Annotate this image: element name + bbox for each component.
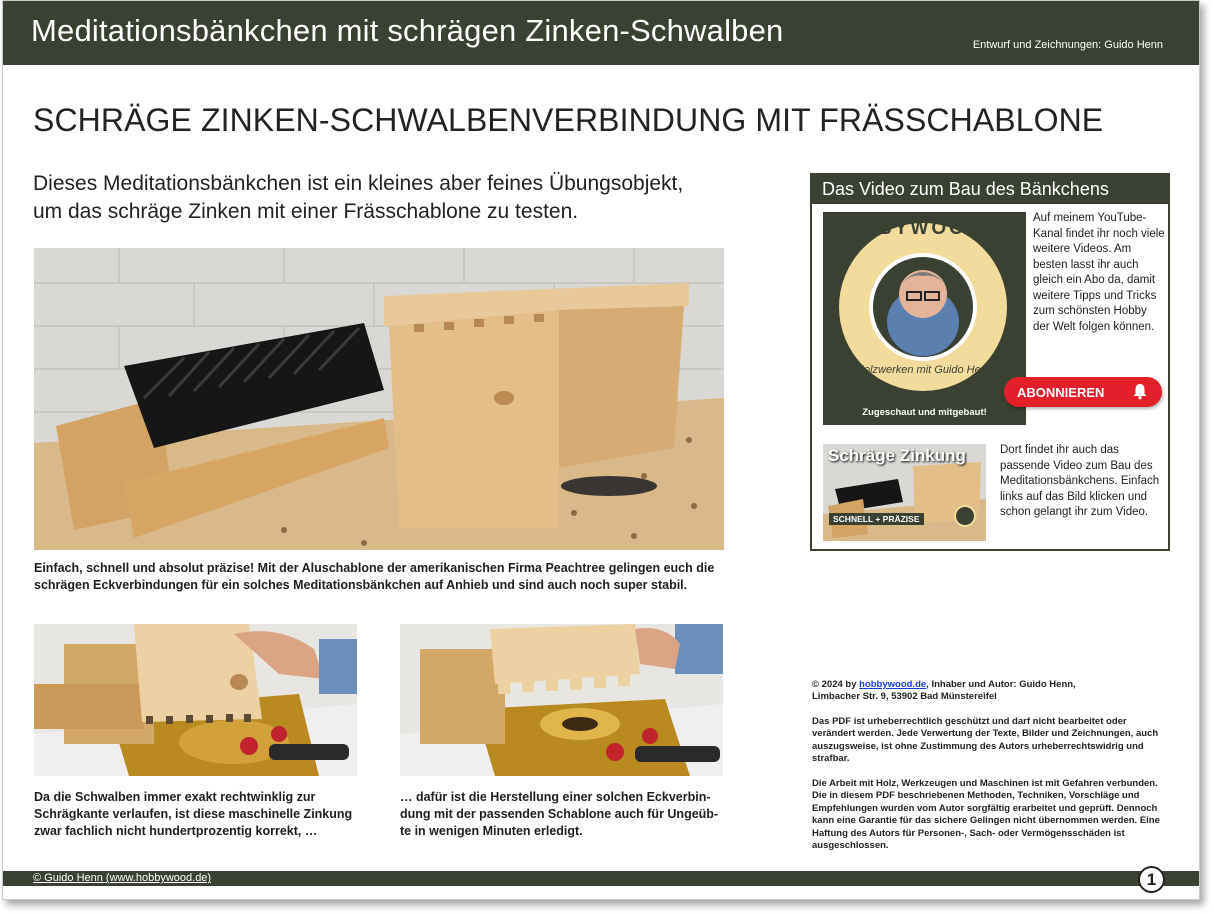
header-credit: Entwurf und Zeichnungen: Guido Henn bbox=[972, 39, 1163, 51]
caption-line: te in wenigen Minuten erledigt. bbox=[400, 824, 583, 838]
caption-line: zwar fachlich nicht hundertprozentig korrekt, … bbox=[34, 824, 318, 838]
caption-line: Da die Schwalben immer exakt rechtwinklig zur bbox=[34, 790, 316, 804]
intro-text bbox=[33, 170, 733, 226]
subscribe-button[interactable] bbox=[1004, 377, 1162, 407]
liability-disclaimer: Die Arbeit mit Holz, Werkzeugen und Maschinen ist mit Gefahren verbunden. Die in diesem PDF beschriebenen Methoden, Techniken, Vorschläge und Empfehlungen wurden vom Autor sorgfältig erarbeitet und geprüft. Dennoch kann eine Garantie für das sichere Gelingen nicht übernommen werden. Eine Haftung des Autors für Personen-, Sach- oder Vermögensschäden ist ausgeschlossen. bbox=[812, 778, 1160, 852]
footer-copyright-link[interactable]: © Guido Henn (www.hobbywood.de) bbox=[33, 872, 212, 884]
channel-tagline: Holzwerken mit Guido Henn bbox=[856, 364, 993, 376]
channel-logo-link[interactable] bbox=[823, 212, 1026, 425]
main-photo-caption bbox=[34, 560, 734, 594]
caption-line: … dafür ist die Herstellung einer solchen Eckverbin- bbox=[400, 790, 711, 804]
document-page bbox=[2, 0, 1200, 900]
page-number: 1 bbox=[1138, 866, 1165, 893]
video-description: Auf meinem YouTube-Kanal findet ihr noch viele weitere Videos. Am besten lasst ihr auch gleich ein Abo da, damit weitere Tipps und Tricks zum schönsten Hobby der Welt folgen können. bbox=[1033, 212, 1165, 333]
bell-icon bbox=[1131, 382, 1149, 400]
channel-logo bbox=[823, 212, 1026, 425]
hobbywood-link[interactable]: hobbywood.de bbox=[859, 679, 927, 690]
copyright-block bbox=[812, 679, 1162, 704]
thumbnail-title: Schräge Zinkung bbox=[828, 446, 966, 465]
copyright-notice: Das PDF ist urheberrechtlich geschützt und darf nicht bearbeitet oder verändert werden. Jede Verwertung der Texte, Bilder und Zeichnungen, auch auszugsweise, ist ohne Zustimmung des Autors urheberrechtswidrig und strafbar. bbox=[812, 716, 1159, 765]
video-box-title: Das Video zum Bau des Bänkchens bbox=[812, 175, 1168, 204]
header-bar bbox=[3, 1, 1199, 65]
caption-line: Schrägkante verlaufen, ist diese maschinelle Zinkung bbox=[34, 807, 353, 821]
channel-name: HOBBYWOOD.TV bbox=[826, 218, 1023, 239]
copyright-prefix: © 2024 by bbox=[812, 679, 860, 690]
caption-line: schrägen Eckverbindungen für ein solches Meditationsbänkchen auf Anhieb und sind auch noch super stabil. bbox=[34, 578, 688, 592]
document-title: Meditationsbänkchen mit schrägen Zinken-Schwalben bbox=[31, 13, 784, 48]
photo-routing-right bbox=[400, 624, 723, 776]
address-line: Limbacher Str. 9, 53902 Bad Münstereifel bbox=[812, 691, 997, 703]
caption-right bbox=[400, 789, 730, 840]
intro-line: um das schräge Zinken mit einer Frässchablone zu testen. bbox=[33, 200, 579, 223]
subscribe-label: ABONNIEREN bbox=[1017, 385, 1105, 400]
video-hint: Dort findet ihr auch das passende Video zum Bau des Meditationsbänkchens. Einfach links auf das Bild klicken und schon gelangt ihr zum Video. bbox=[1000, 444, 1160, 518]
section-title: SCHRÄGE ZINKEN-SCHWALBENVERBINDUNG MIT FRÄSSCHABLONE bbox=[33, 102, 1104, 138]
video-thumbnail-link[interactable] bbox=[823, 444, 986, 541]
footer-bar bbox=[3, 871, 1199, 886]
caption-line: Einfach, schnell und absolut präzise! Mit der Aluschablone der amerikanischen Firma Peachtree gelingen euch die bbox=[34, 561, 715, 575]
main-photo bbox=[34, 248, 724, 550]
photo-routing-left bbox=[34, 624, 357, 776]
copyright-suffix: , Inhaber und Autor: Guido Henn, bbox=[926, 679, 1076, 690]
video-box bbox=[810, 173, 1170, 551]
channel-slogan: Zugeschaut und mitgebaut! bbox=[862, 407, 987, 418]
caption-line: dung mit der passenden Schablone auch für Ungeüb- bbox=[400, 807, 719, 821]
intro-line: Dieses Meditationsbänkchen ist ein kleines aber feines Übungsobjekt, bbox=[33, 172, 684, 195]
thumbnail-badge: SCHNELL + PRÄZISE bbox=[829, 513, 924, 525]
copyright-line bbox=[812, 679, 1162, 691]
caption-left bbox=[34, 789, 364, 840]
